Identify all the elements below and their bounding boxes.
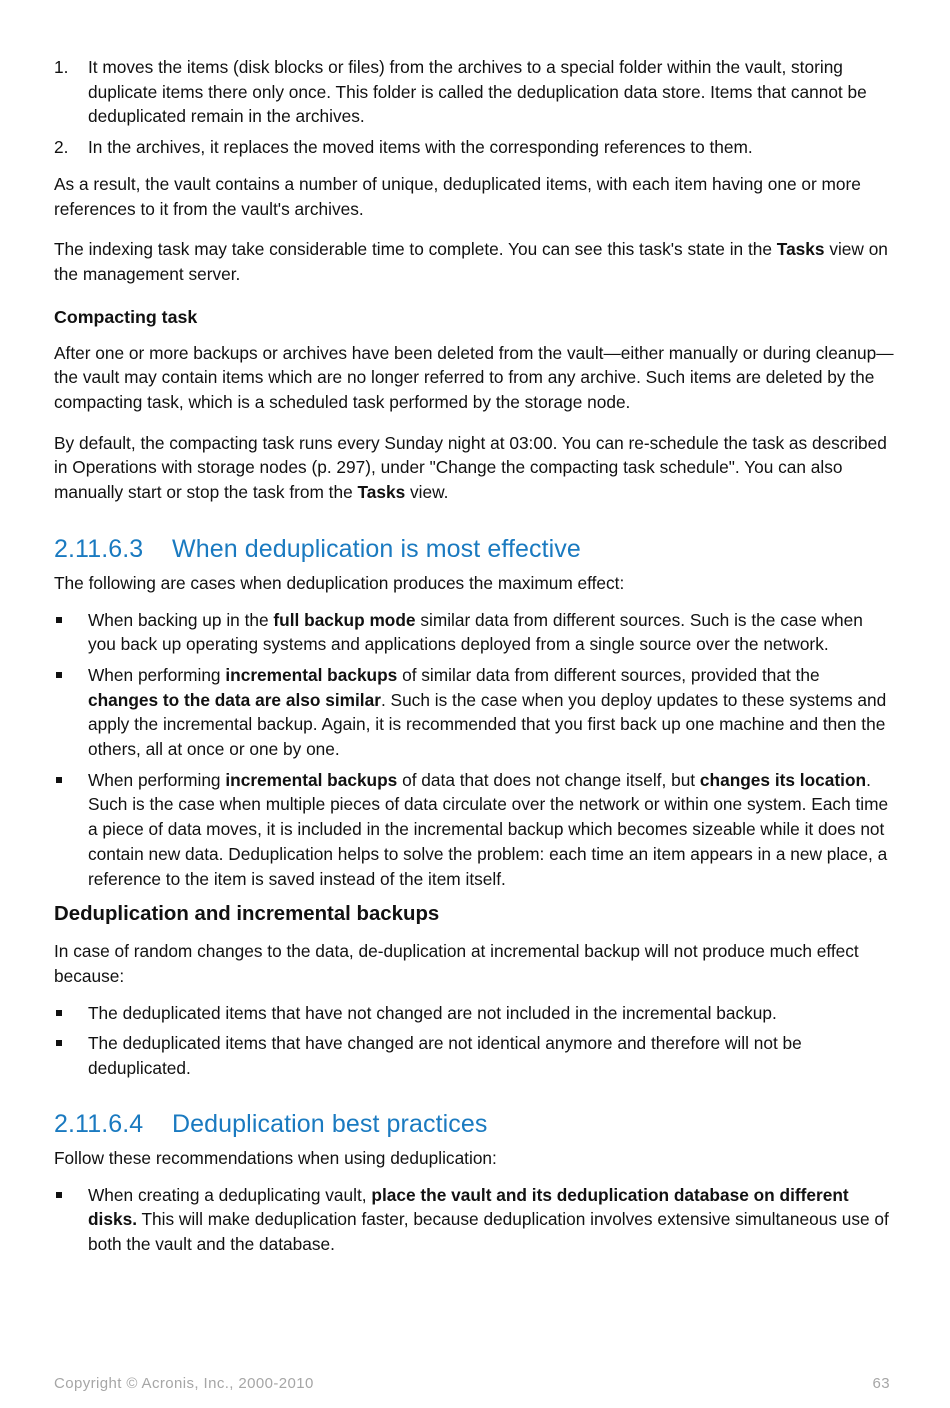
list-item xyxy=(54,1031,894,1080)
bullet-icon xyxy=(56,617,62,623)
text-run: view. xyxy=(405,482,449,503)
text-run: . Such is the case when multiple pieces of data circulate over the network or within one system. Each time a piece of data moves, it is included in the incremental backup which becomes sizeable while it does not contain new data. Deduplication helps to solve the problem: each time an item appears in a new place, a reference to the item is saved instead of the item itself. xyxy=(88,769,889,889)
page-number: 63 xyxy=(872,1375,890,1392)
bullet-icon xyxy=(56,1040,62,1046)
list-item-text: The deduplicated items that have not changed are not included in the incremental backup. xyxy=(88,1002,777,1023)
list-number: 2. xyxy=(54,137,69,158)
tasks-term: Tasks xyxy=(357,482,406,503)
bold-term: full backup mode xyxy=(273,609,416,630)
bold-term: place the vault and its deduplication database on different disks. xyxy=(88,1184,849,1230)
text-run: of data that does not change itself, but xyxy=(397,769,700,790)
text-run: This will make deduplication faster, because deduplication involves extensive simultaneous use of both the vault and the database. xyxy=(88,1209,889,1254)
bullet-icon xyxy=(56,777,62,783)
list-item xyxy=(54,1001,894,1026)
bold-term: changes its location xyxy=(699,769,867,790)
document-body xyxy=(54,55,894,1257)
text-run: . Such is the case when you deploy updates to these systems and apply the incremental backup. Again, it is recommended that you first back up one machine and then the others, all at once or one by one. xyxy=(88,689,887,760)
list-item xyxy=(54,1183,894,1257)
result-paragraph: As a result, the vault contains a number of unique, deduplicated items, with each item having one or more references to it from the vault's archives. xyxy=(54,173,861,219)
section-title: Deduplication best practices xyxy=(172,1109,488,1138)
text-run: similar data from different sources. Such is the case when you back up operating systems and applications deployed from a single source over the network. xyxy=(88,609,863,655)
list-item-text: In the archives, it replaces the moved items with the corresponding references to them. xyxy=(88,137,753,158)
bold-term: changes to the data are also similar xyxy=(88,689,381,710)
list-item xyxy=(54,663,894,762)
list-item xyxy=(54,135,894,160)
list-item xyxy=(54,55,894,129)
effective-bullet-list xyxy=(54,608,894,892)
text-run: When backing up in the xyxy=(88,609,274,630)
bullet-icon xyxy=(56,1010,62,1016)
list-item xyxy=(54,768,894,892)
intro-numbered-list xyxy=(54,55,894,160)
compacting-heading: Compacting task xyxy=(54,306,198,327)
text-run: When performing xyxy=(88,664,226,685)
section-title: When deduplication is most effective xyxy=(172,534,581,563)
text-run: The indexing task may take considerable time to complete. You can see this task's state in the xyxy=(54,239,777,260)
indexing-paragraph xyxy=(54,237,894,286)
list-item-text: The deduplicated items that have changed are not identical anymore and therefore will not be deduplicated. xyxy=(88,1033,802,1079)
compacting-paragraph-1: After one or more backups or archives have been deleted from the vault—either manually or during cleanup—the vault may contain items which are no longer referred to from any archive. Such items are deleted by the compacting task, which is a scheduled task performed by the storage node. xyxy=(54,342,894,413)
section-number: 2.11.6.4 xyxy=(54,1109,144,1138)
best-practices-intro: Follow these recommendations when using deduplication: xyxy=(54,1147,497,1168)
compacting-paragraph-2 xyxy=(54,431,894,505)
section-number: 2.11.6.3 xyxy=(54,534,144,563)
bullet-icon xyxy=(56,672,62,678)
bold-term: incremental backups xyxy=(225,769,398,790)
list-item-text: It moves the items (disk blocks or files) from the archives to a special folder within the vault, storing duplicate items there only once. This folder is called the deduplication data store. Items that cannot be deduplicated remain in the archives. xyxy=(88,57,867,127)
list-item xyxy=(54,608,894,657)
bold-term: incremental backups xyxy=(225,664,398,685)
effective-intro: The following are cases when deduplication produces the maximum effect: xyxy=(54,572,625,593)
text-run: When creating a deduplicating vault, xyxy=(88,1184,372,1205)
page-footer xyxy=(54,1375,890,1392)
section-heading-best-practices xyxy=(54,1109,894,1139)
bullet-icon xyxy=(56,1192,62,1198)
best-practices-bullet-list xyxy=(54,1183,894,1257)
copyright-notice: Copyright © Acronis, Inc., 2000-2010 xyxy=(54,1375,314,1392)
text-run: view on the management server. xyxy=(54,239,888,284)
section-heading-effective xyxy=(54,534,894,564)
dedup-incremental-bullet-list xyxy=(54,1001,894,1081)
list-number: 1. xyxy=(54,57,69,77)
dedup-incremental-heading: Deduplication and incremental backups xyxy=(54,903,440,926)
text-run: By default, the compacting task runs every Sunday night at 03:00. You can re-schedule the task as described in Operations with storage nodes (p. 297), under "Change the compacting task schedule". You can also manually start or stop the task from the xyxy=(54,432,887,503)
text-run: of similar data from different sources, provided that the xyxy=(397,664,820,685)
tasks-term: Tasks xyxy=(776,239,825,260)
text-run: When performing xyxy=(88,769,226,790)
dedup-incremental-intro: In case of random changes to the data, de-duplication at incremental backup will not produce much effect because: xyxy=(54,941,859,986)
